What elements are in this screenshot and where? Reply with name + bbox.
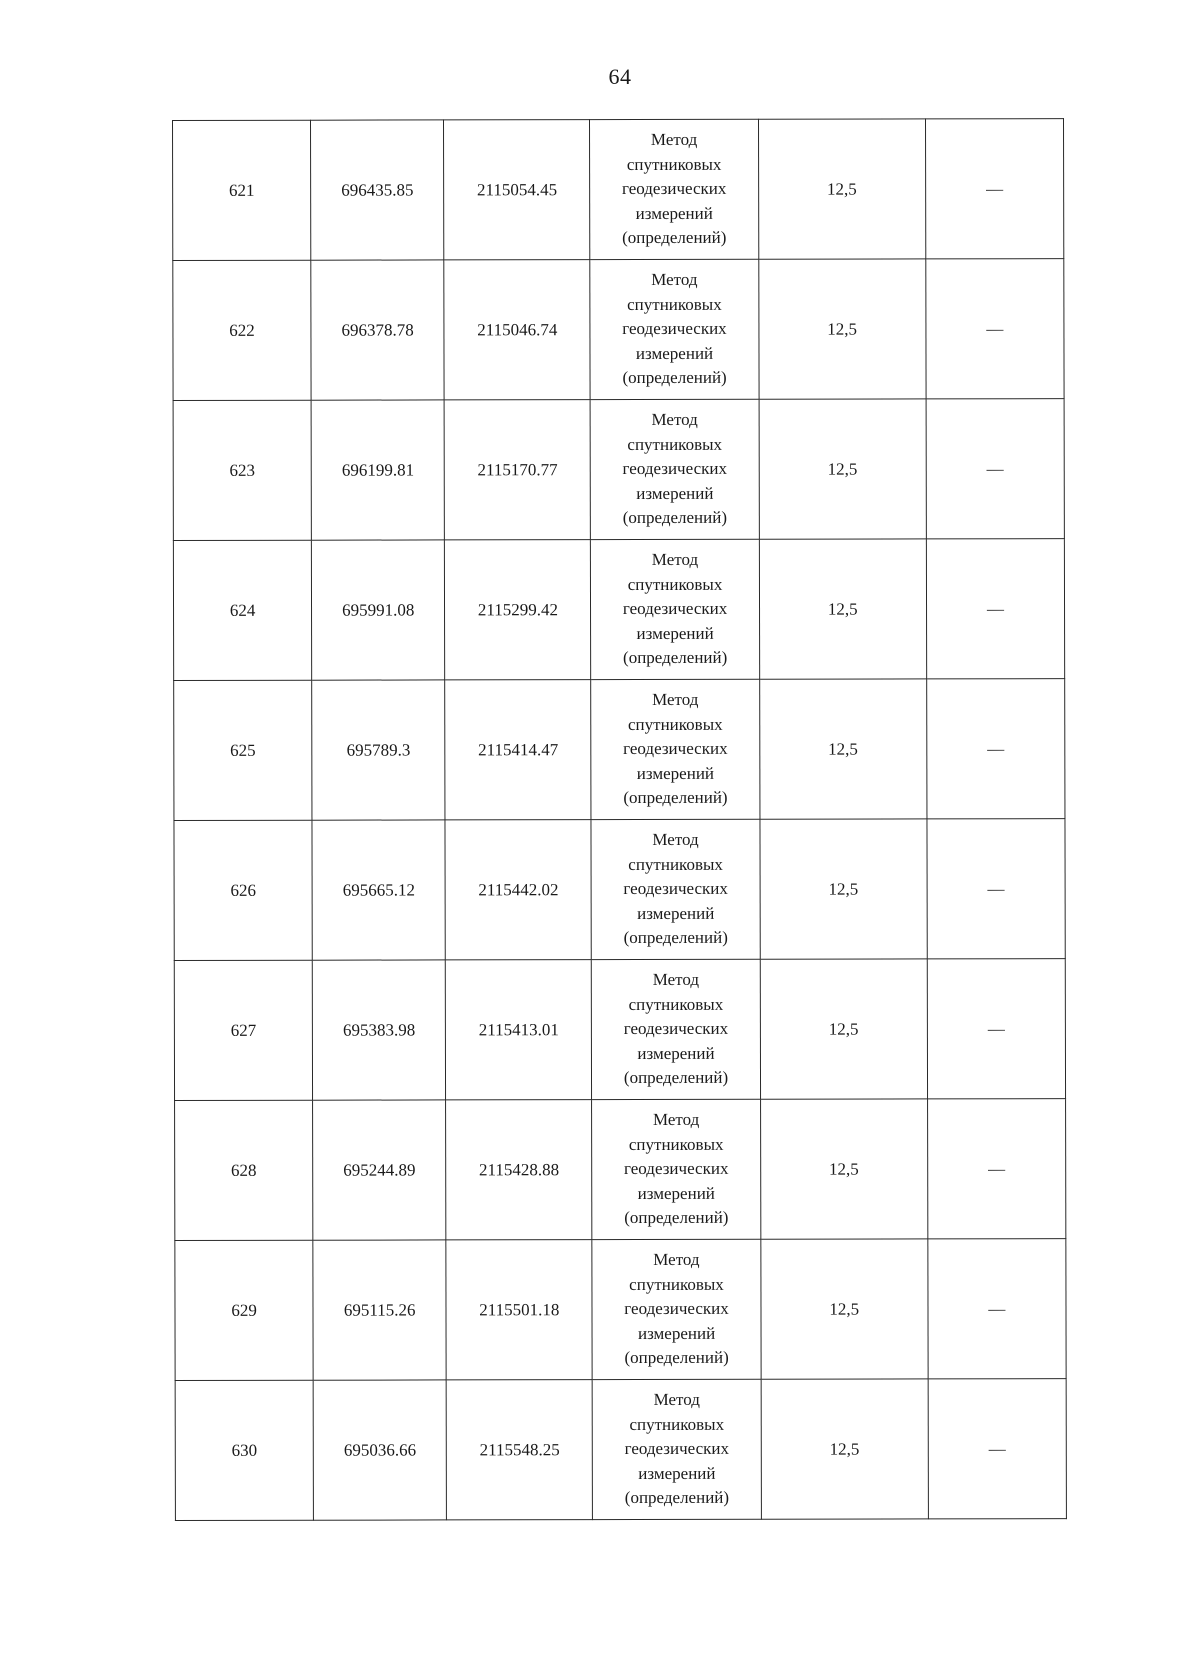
accuracy: 12,5 <box>760 959 927 1099</box>
method-line: измерений <box>637 1323 716 1343</box>
accuracy: 12,5 <box>760 1239 927 1379</box>
table-row <box>173 399 1064 541</box>
coord-x: 695789.3 <box>312 680 445 820</box>
coord-y: 2115046.74 <box>444 260 590 400</box>
point-number: 621 <box>173 120 311 260</box>
method-line: (определений) <box>622 368 727 388</box>
table-row <box>174 679 1065 821</box>
point-number: 624 <box>173 540 311 680</box>
point-number: 622 <box>173 260 311 400</box>
method-line: (определений) <box>623 928 728 948</box>
page-number: 64 <box>608 64 632 89</box>
coord-x: 696378.78 <box>311 260 444 400</box>
method-line: Метод <box>651 270 698 290</box>
coord-x: 695991.08 <box>312 540 445 680</box>
method-line: геодезических <box>622 459 728 479</box>
method-cell <box>592 959 760 1099</box>
method-line: (определений) <box>623 1068 729 1088</box>
note-dash: — <box>928 1379 1066 1519</box>
point-number: 629 <box>175 1240 313 1380</box>
table-row <box>173 259 1064 401</box>
coord-x: 695244.89 <box>313 1100 446 1240</box>
point-number: 627 <box>174 960 312 1100</box>
point-number: 623 <box>173 400 311 540</box>
coord-x: 695383.98 <box>312 960 445 1100</box>
method-line: (определений) <box>622 228 727 248</box>
method-line: спутниковых <box>627 434 723 454</box>
method-cell <box>590 119 758 259</box>
accuracy: 12,5 <box>761 1379 928 1519</box>
table-row <box>173 119 1064 261</box>
method-line: геодезических <box>624 1299 729 1319</box>
method-line: измерений <box>635 203 713 223</box>
table-row <box>174 959 1065 1101</box>
method-line: геодезических <box>622 319 727 339</box>
method-cell <box>591 679 759 819</box>
table-row <box>175 1099 1066 1241</box>
accuracy: 12,5 <box>760 819 927 959</box>
point-number: 625 <box>174 680 312 820</box>
method-line: измерений <box>637 903 715 923</box>
note-dash: — <box>928 1239 1066 1379</box>
table-row <box>174 819 1065 961</box>
method-line: геодезических <box>624 1439 730 1459</box>
method-line: спутниковых <box>627 714 723 734</box>
method-line: геодезических <box>623 879 728 899</box>
method-line: (определений) <box>622 648 728 668</box>
coord-x: 695665.12 <box>312 820 445 960</box>
table-row <box>175 1379 1066 1521</box>
accuracy: 12,5 <box>760 1099 927 1239</box>
method-line: измерений <box>636 623 714 643</box>
method-line: геодезических <box>623 739 728 759</box>
method-line: геодезических <box>622 599 728 619</box>
coord-x: 695115.26 <box>313 1240 446 1380</box>
method-cell <box>591 819 759 959</box>
method-line: Метод <box>651 550 699 570</box>
method-cell <box>593 1379 761 1519</box>
method-line: (определений) <box>624 1488 730 1508</box>
coord-y: 2115548.25 <box>446 1380 592 1520</box>
accuracy: 12,5 <box>759 679 926 819</box>
method-line: Метод <box>652 830 699 850</box>
method-line: (определений) <box>624 1208 729 1228</box>
method-line: измерений <box>635 343 714 363</box>
coord-y: 2115414.47 <box>445 680 591 820</box>
coord-y: 2115413.01 <box>446 960 592 1100</box>
accuracy: 12,5 <box>759 539 926 679</box>
point-number: 628 <box>175 1100 313 1240</box>
method-line: спутниковых <box>626 154 722 174</box>
method-cell <box>592 1239 760 1379</box>
method-line: спутниковых <box>627 294 722 314</box>
coord-y: 2115428.88 <box>446 1100 592 1240</box>
method-cell <box>590 259 758 399</box>
coord-x: 695036.66 <box>313 1380 446 1520</box>
method-line: спутниковых <box>628 854 723 874</box>
note-dash: — <box>927 959 1065 1099</box>
coordinates-table <box>172 118 1067 1521</box>
coord-y: 2115299.42 <box>445 540 591 680</box>
coord-x: 696435.85 <box>311 120 444 260</box>
method-line: (определений) <box>624 1348 729 1368</box>
method-line: Метод <box>652 970 700 990</box>
accuracy: 12,5 <box>758 119 925 259</box>
note-dash: — <box>925 119 1063 259</box>
method-line: (определений) <box>623 788 728 808</box>
method-line: спутниковых <box>629 1274 724 1294</box>
method-cell <box>591 539 759 679</box>
point-number: 626 <box>174 820 312 960</box>
note-dash: — <box>927 819 1065 959</box>
table-body <box>173 119 1067 1521</box>
method-line: измерений <box>637 1043 715 1063</box>
method-line: (определений) <box>622 508 728 528</box>
note-dash: — <box>926 259 1064 399</box>
method-cell <box>592 1099 760 1239</box>
accuracy: 12,5 <box>758 259 925 399</box>
accuracy: 12,5 <box>759 399 926 539</box>
method-line: геодезических <box>621 179 727 199</box>
coord-y: 2115054.45 <box>444 120 590 260</box>
coord-y: 2115170.77 <box>444 400 590 540</box>
method-line: Метод <box>652 1110 700 1130</box>
method-cell <box>591 399 759 539</box>
note-dash: — <box>926 679 1064 819</box>
point-number: 630 <box>175 1380 313 1520</box>
method-line: измерений <box>637 1183 715 1203</box>
method-line: спутниковых <box>628 994 724 1014</box>
method-line: геодезических <box>623 1159 729 1179</box>
method-line: измерений <box>636 763 715 783</box>
method-line: Метод <box>653 1390 700 1410</box>
coord-x: 696199.81 <box>311 400 444 540</box>
method-line: Метод <box>651 410 698 430</box>
method-line: спутниковых <box>628 1134 724 1154</box>
note-dash: — <box>926 539 1064 679</box>
method-line: Метод <box>652 690 699 710</box>
coord-y: 2115501.18 <box>446 1240 592 1380</box>
table-row <box>175 1239 1066 1381</box>
coord-y: 2115442.02 <box>445 820 591 960</box>
method-line: геодезических <box>623 1019 729 1039</box>
note-dash: — <box>926 399 1064 539</box>
table-row <box>173 539 1064 681</box>
note-dash: — <box>927 1099 1065 1239</box>
method-line: спутниковых <box>627 574 723 594</box>
method-line: Метод <box>653 1250 700 1270</box>
method-line: спутниковых <box>629 1414 725 1434</box>
method-line: Метод <box>650 130 698 150</box>
method-line: измерений <box>638 1463 716 1483</box>
method-line: измерений <box>636 483 714 503</box>
